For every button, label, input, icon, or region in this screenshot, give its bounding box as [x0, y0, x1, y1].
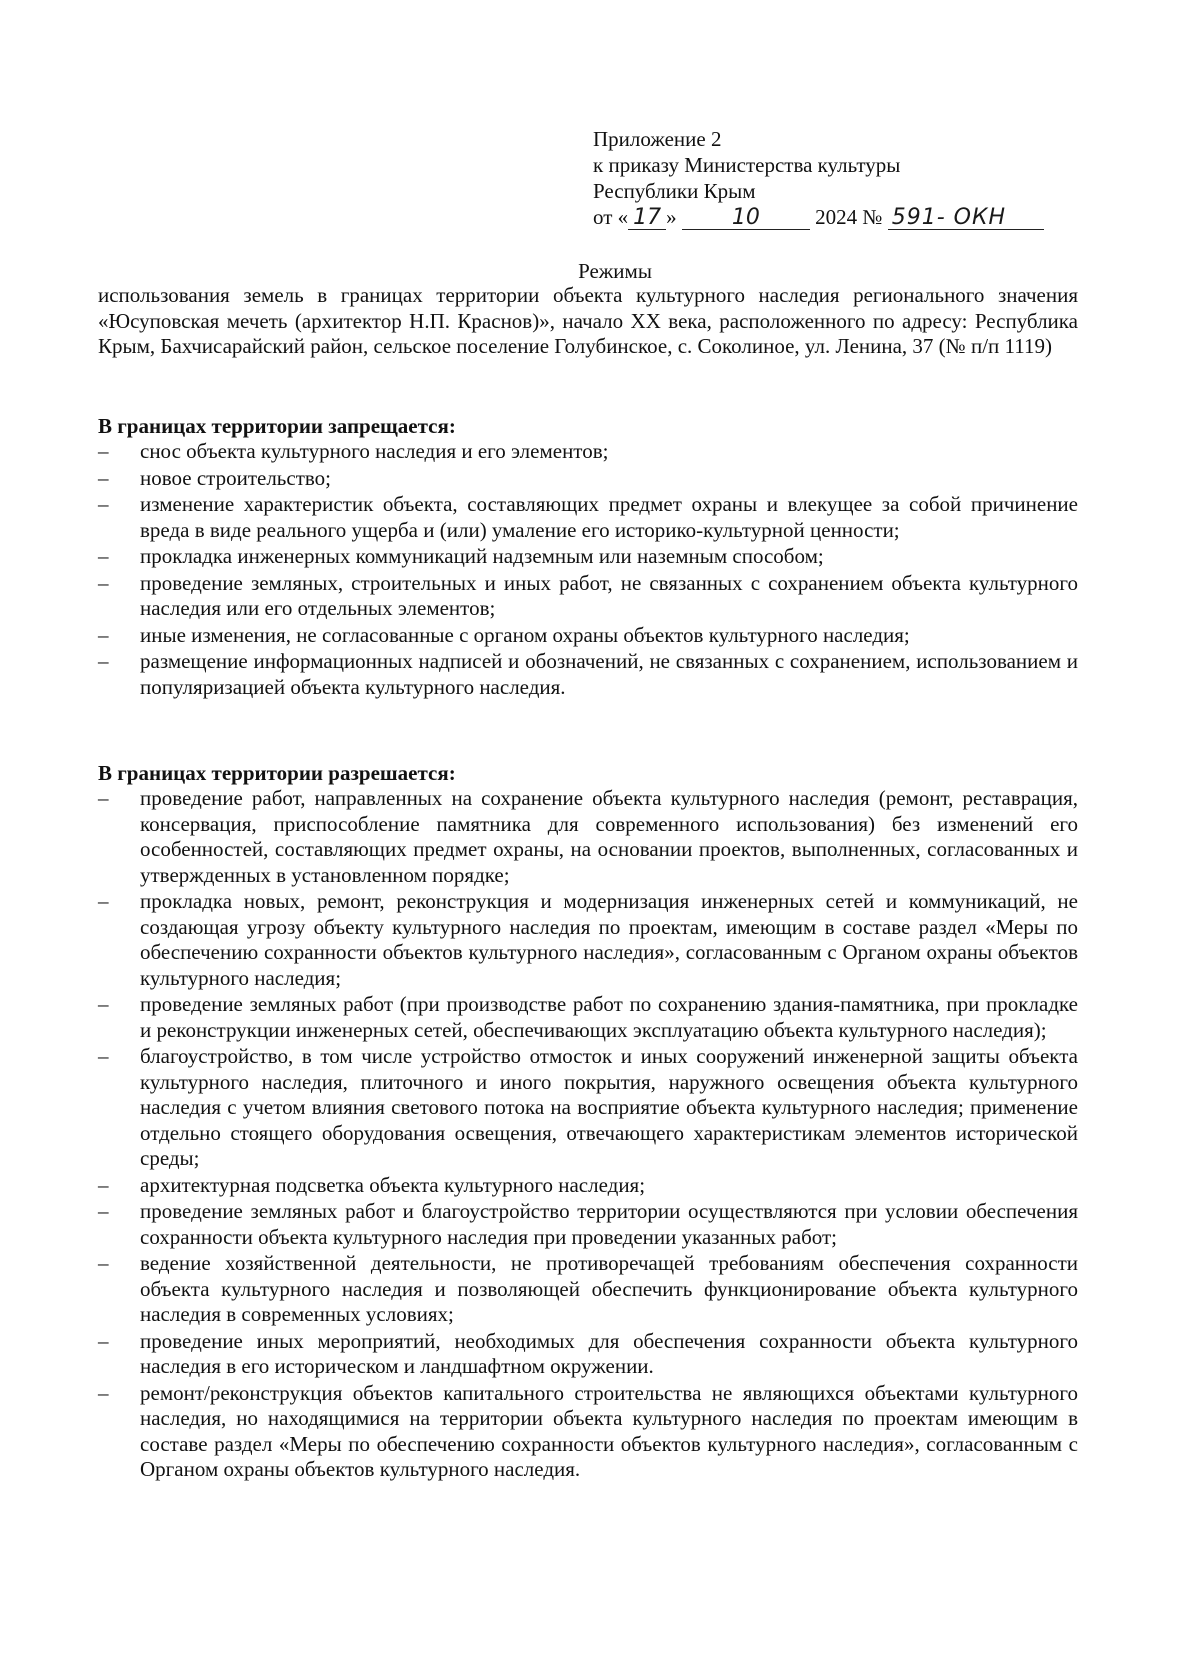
list-item-text: проведение иных мероприятий, необходимых для обеспечения сохранности объекта культурного наследия в его историческом и ландшафтном окружении. [140, 1328, 1078, 1378]
document-intro: использования земель в границах территории объекта культурного наследия регионального значения «Юсуповская мечеть (архитектор Н.П. Краснов)», начало XX века, расположенного по адресу: Республика Крым, Бахчисарайский район, сельское поселение Голубинское, с. Соколиное, ул. Ленина, 37 (№ п/п 1119) [98, 283, 1078, 358]
bullet-dash: – [98, 1380, 109, 1405]
list-item [98, 1199, 1078, 1250]
list-item [98, 571, 1078, 622]
appendix-region: Республики Крым [593, 179, 756, 203]
list-item-text: проведение работ, направленных на сохранение объекта культурного наследия (ремонт, реставрация, консервация, приспособление памятника для современного использования) без изменений его особенностей, составляющих предмет охраны, на основании проектов, выполненных, согласованных и утвержденных в установленном порядке; [140, 786, 1078, 887]
list-item [98, 1381, 1078, 1483]
list-item-text: снос объекта культурного наследия и его элементов; [140, 439, 609, 463]
bullet-dash: – [98, 439, 109, 463]
list-item [98, 992, 1078, 1043]
list-item-text: архитектурная подсветка объекта культурного наследия; [140, 1172, 646, 1197]
list-item-text: иные изменения, не согласованные с органом охраны объектов культурного наследия; [140, 622, 910, 647]
allowed-heading: В границах территории разрешается: [98, 761, 456, 785]
list-item [98, 544, 1078, 570]
list-item-text: размещение информационных надписей и обозначений, не связанных с сохранением, использованием и популяризацией объекта культурного наследия. [140, 649, 1078, 699]
date-year-number-label: 2024 № [815, 205, 883, 229]
list-item [98, 1329, 1078, 1380]
bullet-dash: – [98, 649, 109, 673]
date-quote-close: » [666, 205, 677, 229]
list-item-text: новое строительство; [140, 465, 331, 490]
bullet-dash: – [98, 786, 109, 810]
bullet-dash: – [98, 544, 109, 568]
list-item [98, 439, 1078, 465]
document-title: Режимы [578, 259, 652, 283]
date-prefix: от « [593, 205, 629, 229]
appendix-header [593, 126, 1044, 230]
list-item [98, 466, 1078, 492]
list-item-text: проведение земляных, строительных и иных работ, не связанных с сохранением объекта культурного наследия или его отдельных элементов; [140, 570, 1078, 620]
list-item [98, 1044, 1078, 1172]
list-item [98, 1173, 1078, 1199]
allowed-section [98, 760, 1078, 1484]
bullet-dash: – [98, 1044, 109, 1068]
bullet-dash: – [98, 1328, 109, 1353]
date-month: 10 [731, 205, 760, 230]
bullet-dash: – [98, 1251, 109, 1275]
order-number-field [888, 206, 1044, 230]
list-item-text: ремонт/реконструкция объектов капитального строительства не являющихся объектами культурного наследия, но находящимися на территории объекта культурного наследия по проектам имеющим в составе раздел «Меры по обеспечению сохранности объектов культурного наследия», согласованным с Органом охраны объектов культурного наследия. [140, 1380, 1078, 1481]
order-number: 591- ОКН [891, 205, 1007, 230]
bullet-dash: – [98, 622, 109, 647]
bullet-dash: – [98, 492, 109, 516]
bullet-dash: – [98, 889, 109, 913]
list-item-text: проведение земляных работ (при производстве работ по сохранению здания-памятника, при прокладке и реконструкции инженерных сетей, обеспечивающих эксплуатацию объекта культурного наследия); [140, 992, 1078, 1042]
bullet-dash: – [98, 465, 109, 490]
forbidden-heading: В границах территории запрещается: [98, 414, 456, 438]
appendix-label: Приложение 2 [593, 127, 722, 151]
list-item-text: прокладка новых, ремонт, реконструкция и модернизация инженерных сетей и коммуникаций, не создающая угрозу объекту культурного наследия по проектам, имеющим в составе раздел «Меры по обеспечению сохранности объектов культурного наследия», согласованным с Органом охраны объектов культурного наследия; [140, 889, 1078, 990]
allowed-list [98, 786, 1078, 1483]
list-item-text: ведение хозяйственной деятельности, не противоречащей требованиям обеспечения сохранности объекта культурного наследия и позволяющей обеспечить функционирование объекта культурного наследия в современных условиях; [140, 1251, 1078, 1326]
list-item [98, 889, 1078, 991]
list-item-text: изменение характеристик объекта, составляющих предмет охраны и влекущее за собой причинение вреда в виде реального ущерба и (или) умаление его историко-культурной ценности; [140, 492, 1078, 542]
list-item-text: благоустройство, в том числе устройство отмосток и иных сооружений инженерной защиты объекта культурного наследия, плиточного и иного покрытия, наружного освещения объекта культурного наследия с учетом влияния светового потока на восприятие объекта культурного наследия; применение отдельно стоящего оборудования освещения, отвечающего характеристикам элементов исторической среды; [140, 1044, 1078, 1170]
list-item-text: прокладка инженерных коммуникаций надземным или наземным способом; [140, 544, 824, 568]
bullet-dash: – [98, 570, 109, 595]
appendix-date-line [593, 204, 1044, 230]
bullet-dash: – [98, 1172, 109, 1197]
list-item [98, 492, 1078, 543]
appendix-order-ref: к приказу Министерства культуры [593, 153, 901, 177]
list-item [98, 623, 1078, 649]
list-item [98, 1251, 1078, 1328]
bullet-dash: – [98, 1199, 109, 1223]
date-day: 17 [633, 205, 662, 230]
forbidden-list [98, 439, 1078, 700]
list-item-text: проведение земляных работ и благоустройство территории осуществляются при условии обеспечения сохранности объекта культурного наследия при проведении указанных работ; [140, 1199, 1078, 1249]
list-item [98, 786, 1078, 888]
list-item [98, 649, 1078, 700]
bullet-dash: – [98, 992, 109, 1016]
date-day-field [628, 206, 666, 230]
date-month-field [682, 206, 810, 230]
forbidden-section [98, 413, 1078, 701]
